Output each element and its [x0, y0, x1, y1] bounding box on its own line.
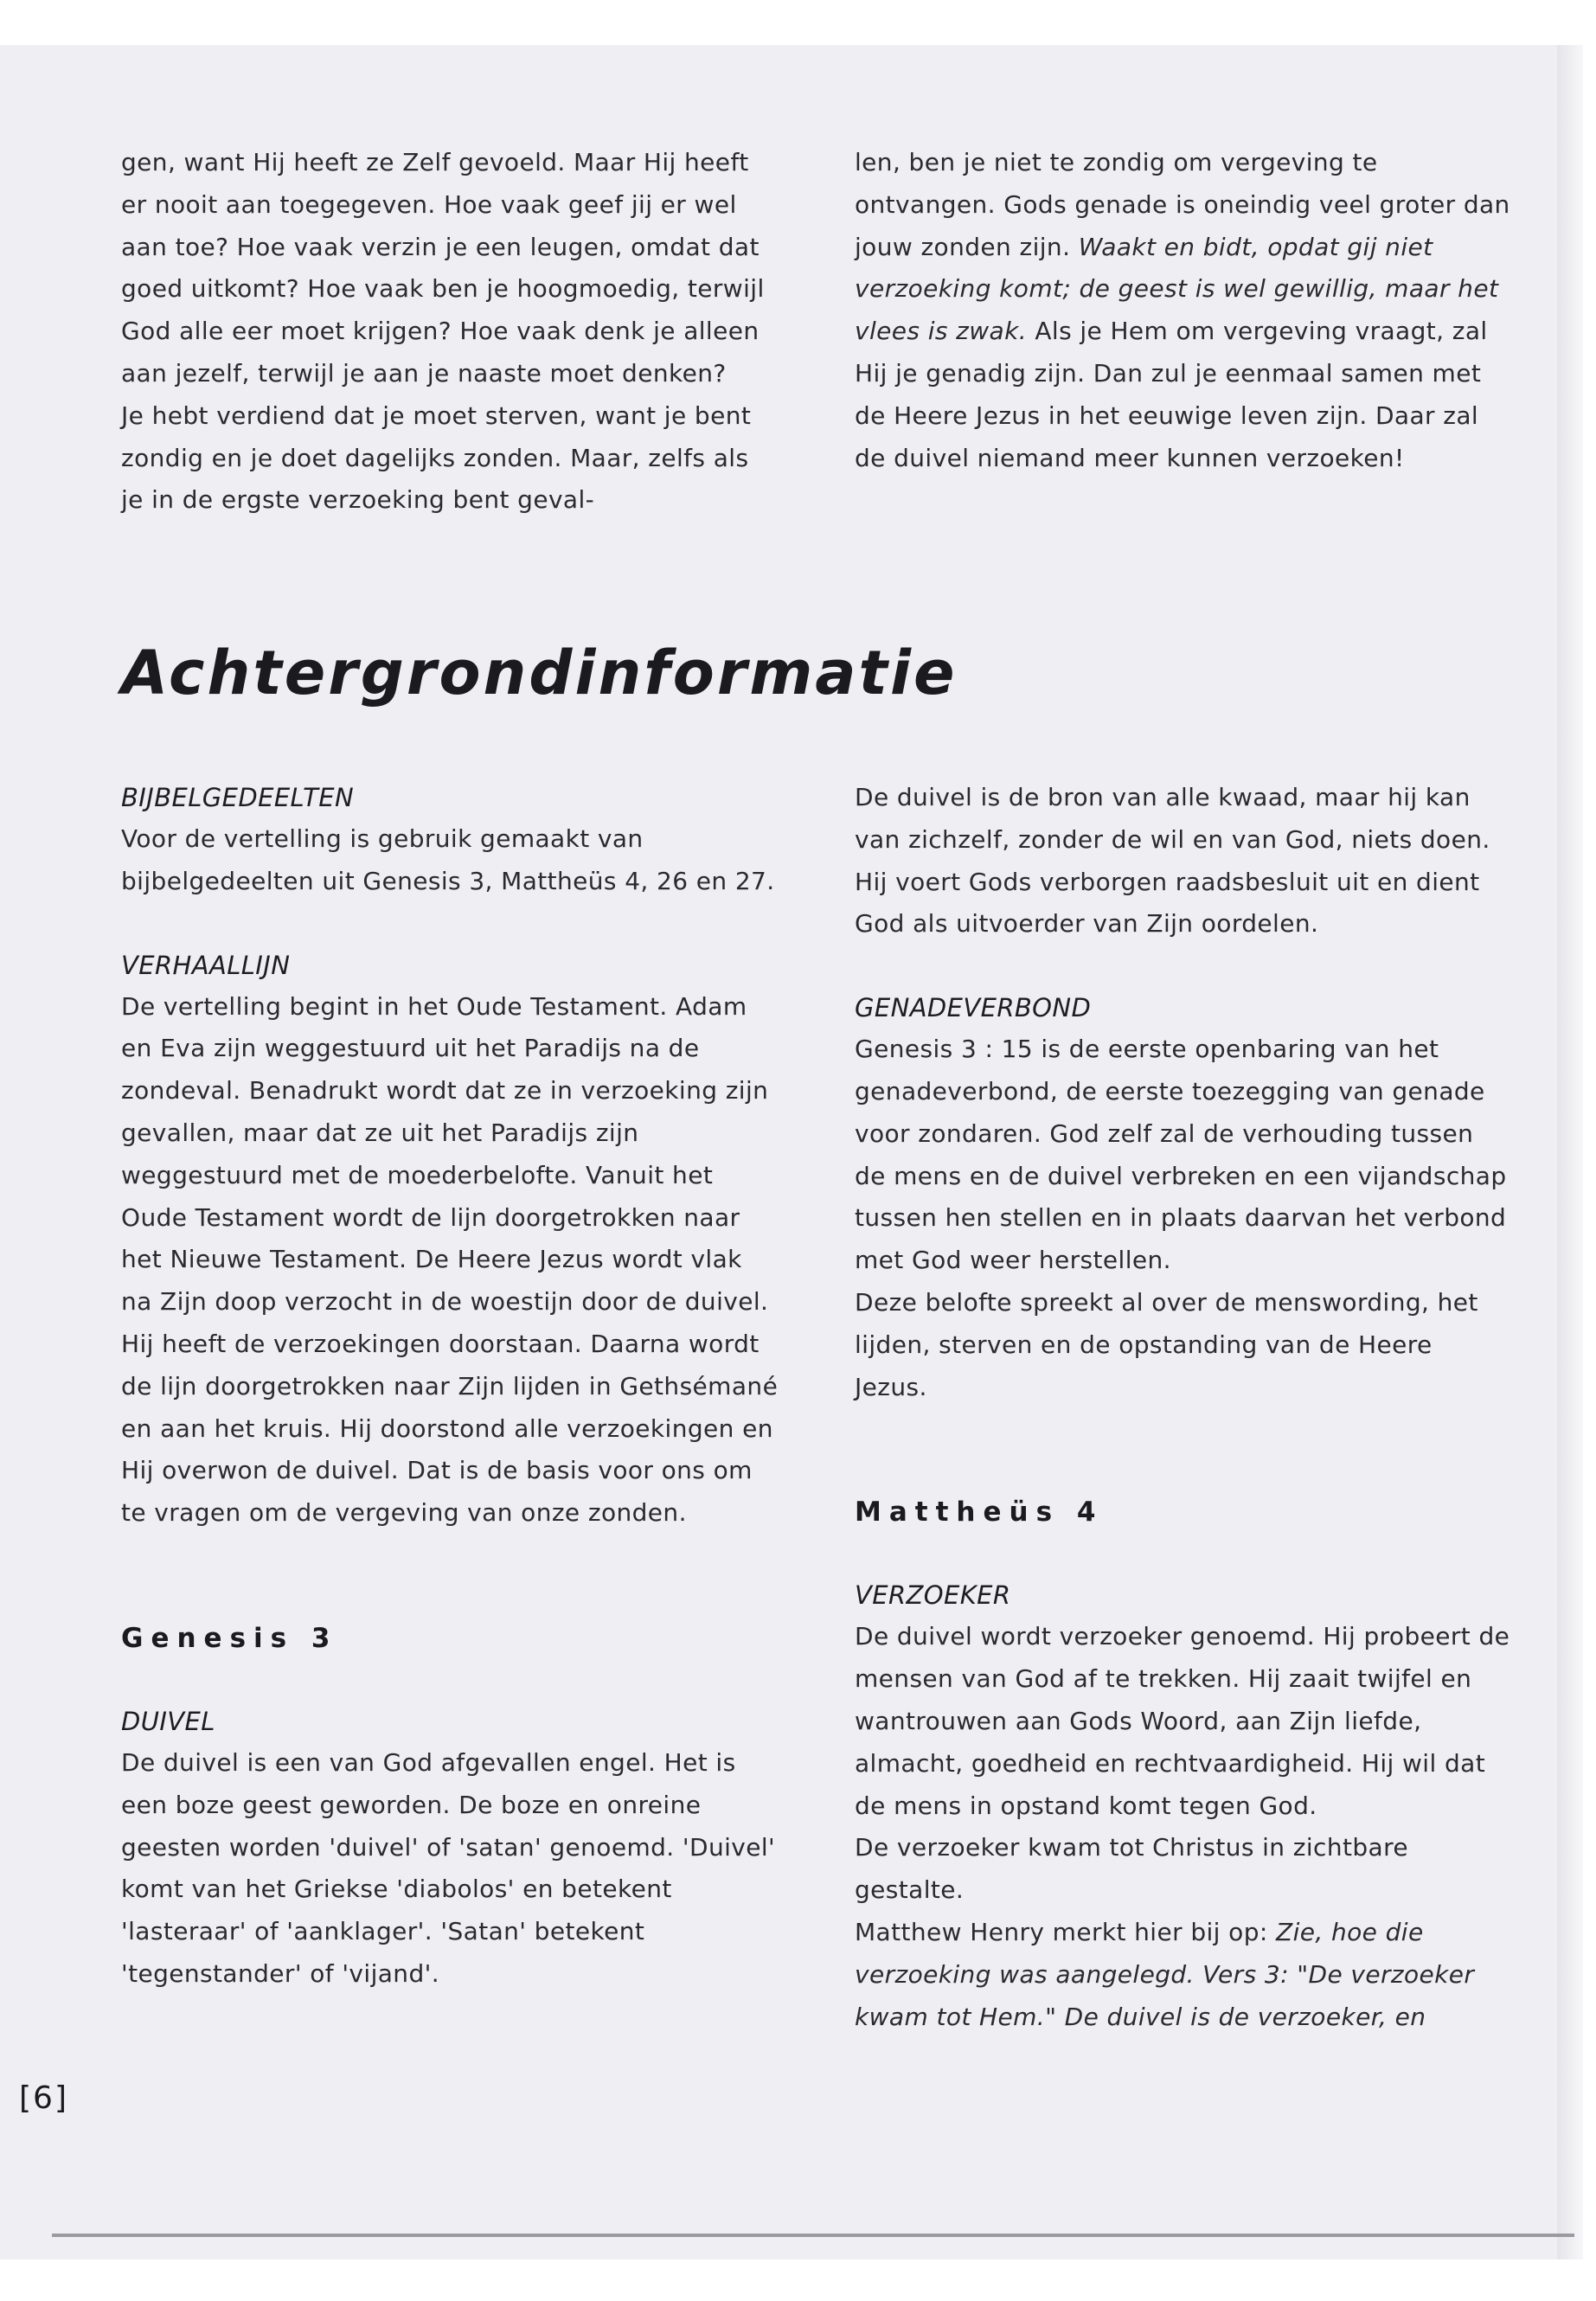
- bible-quote: Waakt en bidt, opdat gij niet verzoeking komt; de geest is wel gewillig, maar het vlees is zwak.: [855, 232, 1499, 346]
- genadeverbond-text-2: Deze belofte spreekt al over de menswording, het lijden, sterven en de opstanding van de Heere Jezus.: [855, 1287, 1478, 1401]
- verzoeker-text: De duivel wordt verzoeker genoemd. Hij probeert de mensen van God af te trekken. Hij zaait twijfel en wantrouwen aan Gods Woord, aan Zijn liefde, almacht, goedheid en rechtvaardigheid. Hij wil dat de mens in opstand komt tegen God.: [855, 1622, 1510, 1820]
- section-heading: Achtergrondinformatie: [121, 638, 958, 708]
- verhaallijn-text: De vertelling begint in het Oude Testament. Adam en Eva zijn weggestuurd uit het Paradijs na de zondeval. Benadrukt wordt dat ze in verzoeking zijn gevallen, maar dat ze uit het Paradijs zijn weggestuurd met de moederbelofte. Vanuit het Oude Testament wordt de lijn doorgetrokken naar het Nieuwe Testament. De Heere Jezus wordt vlak na Zijn doop verzocht in de woestijn door de duivel. Hij heeft de verzoekingen doorstaan. Daarna wordt de lijn doorgetrokken naar Zijn lijden in Gethsémané en aan het kruis. Hij doorstond alle verzoekingen en Hij overwon de duivel. Dat is de basis voor ons om te vragen om de vergeving van onze zonden.: [121, 991, 779, 1528]
- left-column: [121, 777, 779, 1996]
- duivel-intro-text: De duivel is de bron van alle kwaad, maar hij kan van zichzelf, zonder de wil en van God, niets doen. Hij voert Gods verborgen raadsbesluit uit en dient God als uitvoerder van Zijn oordelen.: [855, 783, 1490, 939]
- top-right-paragraph: len, ben je niet te zondig om vergeving te ontvangen. Gods genade is oneindig veel groter dan jouw zonden zijn. Waakt en bidt, opdat gij niet verzoeking komt; de geest is wel gewillig, maar het vlees is zwak. Als je Hem om vergeving vraagt, zal Hij je genadig zijn. Dan zul je eenmaal samen met de Heere Jezus in het eeuwige leven zijn. Daar zal de duivel niemand meer kunnen verzoeken!: [855, 148, 1510, 472]
- bijbelgedeelten-title: BIJBELGEDEELTEN: [121, 783, 355, 812]
- bijbelgedeelten-text: Voor de vertelling is gebruik gemaakt van bijbelgedeelten uit Genesis 3, Mattheüs 4, 26 en 27.: [121, 824, 775, 895]
- duivel-title: DUIVEL: [121, 1706, 215, 1736]
- chapter-mattheus-4: Mattheüs 4: [855, 1497, 1104, 1529]
- top-left-paragraph-2: Je hebt verdiend dat je moet sterven, want je bent zondig en je doet dagelijks zonden. Maar, zelfs als je in de ergste verzoeking bent geval-: [121, 401, 752, 515]
- scan-edge: [1557, 45, 1583, 2259]
- duivel-text: De duivel is een van God afgevallen engel. Het is een boze geest geworden. De boze en onreine geesten worden 'duivel' of 'satan' genoemd. 'Duivel' komt van het Griekse 'diabolos' en betekent 'lasteraar' of 'aanklager'. 'Satan' betekent 'tegenstander' of 'vijand'.: [121, 1747, 776, 1988]
- genadeverbond-title: GENADEVERBOND: [855, 993, 1092, 1023]
- top-right-column: [855, 142, 1512, 479]
- bottom-rule: [52, 2234, 1574, 2237]
- henry-quote: Zie, hoe die verzoeking was aangelegd. Vers 3: "De verzoeker kwam tot Hem." De duivel is de verzoeker, en: [855, 1917, 1475, 2031]
- page-number: [6]: [19, 2080, 68, 2116]
- genadeverbond-text: Genesis 3 : 15 is de eerste openbaring van het genadeverbond, de eerste toezegging van genade voor zondaren. God zelf zal de verhouding tussen de mens en de duivel verbreken en een vijandschap tussen hen stellen en in plaats daarvan het verbond met God weer herstellen.: [855, 1035, 1507, 1275]
- top-left-column: [121, 142, 779, 522]
- verzoeker-title: VERZOEKER: [855, 1580, 1011, 1611]
- top-left-paragraph-1: gen, want Hij heeft ze Zelf gevoeld. Maar Hij heeft er nooit aan toegegeven. Hoe vaak geef jij er wel aan toe? Hoe vaak verzin je een leugen, omdat dat goed uitkomt? Hoe vaak ben je hoogmoedig, terwijl God alle eer moet krijgen? Hoe vaak denk je alleen aan jezelf, terwijl je aan je naaste moet denken?: [121, 148, 765, 388]
- verhaallijn-title: VERHAALLIJN: [121, 950, 291, 980]
- verzoeker-text-2: De verzoeker kwam tot Christus in zichtbare gestalte.: [855, 1833, 1409, 1905]
- chapter-genesis-3: Genesis 3: [121, 1622, 338, 1654]
- right-column: [855, 777, 1512, 2038]
- henry-paragraph: Matthew Henry merkt hier bij op: Zie, hoe die verzoeking was aangelegd. Vers 3: "De verzoeker kwam tot Hem." De duivel is de verzoeker, en: [855, 1917, 1475, 2031]
